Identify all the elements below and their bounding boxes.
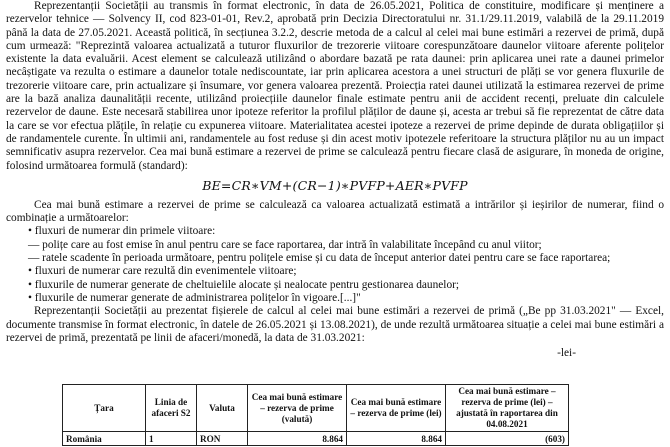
header-be-lei: Cea mai bună estimare – rezerva de prime (lei) bbox=[347, 385, 446, 432]
cell-country: România bbox=[63, 432, 146, 446]
best-estimate-table bbox=[62, 384, 569, 446]
cell-be-lei: 8.864 bbox=[347, 432, 446, 446]
header-be-fx: Cea mai bună estimare – rezerva de prime (valută) bbox=[248, 385, 347, 432]
header-currency: Valuta bbox=[197, 385, 248, 432]
cell-be-adjusted: (603) bbox=[446, 432, 569, 446]
formula-be: BE=CR∗VM+(CR−1)∗PVFP+AER∗PVFP bbox=[202, 177, 468, 193]
cell-be-fx: 8.864 bbox=[248, 432, 347, 446]
cell-currency: RON bbox=[197, 432, 248, 446]
list-item-dash: — polițe care au fost emise în anul pentru care se face raportarea, dar intră în valabilitate începând cu anul viitor; bbox=[28, 238, 542, 251]
paragraph-combination: Cea mai bună estimare a rezervei de prime se calculează ca valoarea actualizată estimată a intrărilor și ieșirilor de numerar, fiind o combinație a următoarelor: bbox=[6, 198, 664, 225]
list-item-bullet: • fluxurile de numerar generate de cheltuielile alocate și nealocate pentru gestionarea daunelor; bbox=[28, 278, 460, 291]
unit-label: -lei- bbox=[557, 347, 576, 360]
list-item-dash: — ratele scadente în perioada următoare, pentru polițele emise și cu data de început anterior datei pentru care se face raportarea; bbox=[28, 252, 611, 265]
table-row bbox=[63, 432, 569, 446]
list-item-bullet: • fluxuri de numerar din primele viitoare: bbox=[28, 225, 216, 238]
document-page bbox=[6, 0, 664, 447]
paragraph-files: Reprezentanții Societății au prezentat fișierele de calcul al celei mai bune estimări a rezervei de primă („Be pp 31.03.2021" — Excel, documente transmise în format electronic, în datele de 26.05.2021 și 13.08.2021), de unde rezultă următoarea situație a celei mai bune estimări a rezervei de primă, prezentată pe linii de afaceri/monedă, la data de 31.03.2021: bbox=[6, 305, 664, 344]
list-item-bullet: • fluxuri de numerar care rezultă din evenimentele viitoare; bbox=[28, 265, 297, 278]
paragraph-policy: Reprezentanții Societății au transmis în format electronic, în data de 26.05.2021, Politica de constituire, modificare și menținere a rezervelor tehnice — Solvency II, cod 823-01-01, Rev.2, aprobată prin Decizia Directoratului nr. 31.1/29.11.2019, valabilă de la 29.11.2019 până la data de 27.05.2021. Această politică, în secțiunea 3.2.2, descrie metoda de a calcul al celei mai bune estimări a rezervei de primă, după cum urmează: "Reprezintă valoarea actualizată a tuturor fluxurilor de trezorerie viitoare corespunzătoare daunelor viitoare aferente polițelor existente la data evaluării. Acest element se calculează utilizând o abordare bazată pe rata daunei: prin aplicarea unei rate a daunei primelor necâștigate va rezulta o estimare a daunelor totale nediscountate, iar prin aplicarea acestora a unei structuri de plăți se vor genera fluxurile de trezorerie viitoare care, prin actualizare și însumare, vor genera valoarea prezentă. Proiecția ratei daunei utilizată la estimarea rezervei de prime are la bază analiza daunalității recente, utilizând proiecțiile daunelor finale estimate pentru anii de accident recenți, preluate din calculele rezervelor de daune. Este necesară stabilirea unor ipoteze referitor la profilul plăților de daune și, acesta ar trebui să fie reprezentat de către data la care se vor efectua plățile, în relație cu expunerea viitoare. Materialitatea acestei ipoteze a rezervei de prime depinde de durata obligațiilor și de randamentele curente. În ultimii ani, randamentele au fost reduse și din acest motiv ipotezele referitoare la structura plăților nu au un impact semnificativ asupra rezervelor. Cea mai bună estimare a rezervei de prime se calculează pentru fiecare clasă de asigurare, în moneda de origine, folosind următoarea formulă (standard): bbox=[6, 0, 664, 172]
table-header-row bbox=[63, 385, 569, 432]
list-item-bullet: • fluxurile de numerar generate de administrarea polițelor în vigoare.[...]" bbox=[28, 291, 361, 304]
header-be-adjusted: Cea mai bună estimare – rezerva de prime (lei) – ajustată în raportarea din 04.08.2021 bbox=[446, 385, 569, 432]
header-country: Țara bbox=[63, 385, 146, 432]
header-line: Linia de afaceri S2 bbox=[146, 385, 197, 432]
cell-line: 1 bbox=[146, 432, 197, 446]
